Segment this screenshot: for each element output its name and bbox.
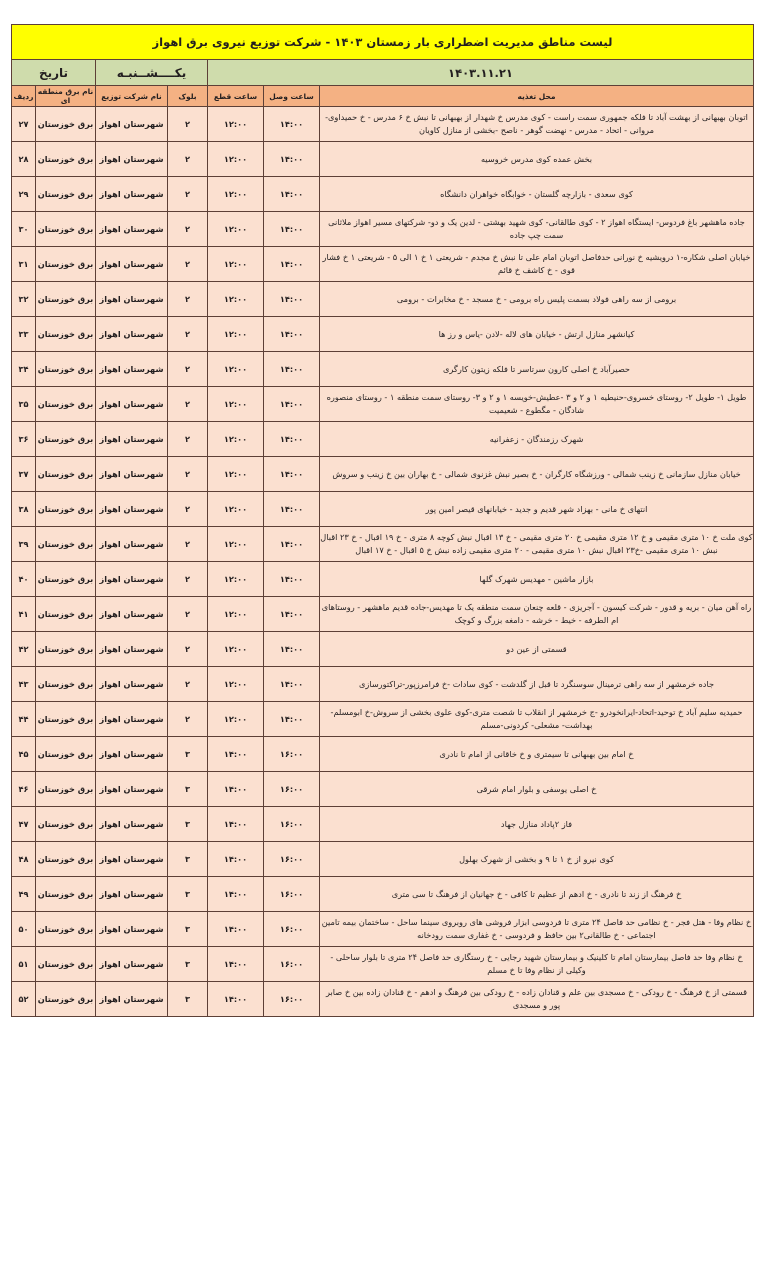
column-header-on-time: ساعت وصل xyxy=(264,86,320,107)
table-row xyxy=(11,457,753,492)
cell-block: ۳ xyxy=(168,772,208,807)
cell-description: بخش عمده کوی مدرس خروسیه xyxy=(320,142,754,177)
cell-description: حصیرآباد خ اصلی کارون سرتاسر تا فلکه زیتون کارگری xyxy=(320,352,754,387)
cell-description: جاده خرمشهر از سه راهی ترمینال سوسنگرد تا قبل از گلدشت - کوی سادات -خ فرامرزپور-تراکتورسازی xyxy=(320,667,754,702)
cell-radif: ۳۱ xyxy=(11,247,35,282)
cell-description: خ اصلی یوسفی و بلوار امام شرقی xyxy=(320,772,754,807)
cell-on-time: ۱۴:۰۰ xyxy=(264,107,320,142)
cell-off-time: ۱۲:۰۰ xyxy=(208,562,264,597)
column-header-block: بلوک xyxy=(168,86,208,107)
page-title: لیست مناطق مدیریت اضطراری بار زمستان ۱۴۰۳ - شرکت توزیع نیروی برق اهواز xyxy=(11,25,753,60)
cell-on-time: ۱۴:۰۰ xyxy=(264,212,320,247)
cell-region: برق خوزستان xyxy=(36,492,96,527)
cell-off-time: ۱۲:۰۰ xyxy=(208,667,264,702)
cell-radif: ۲۹ xyxy=(11,177,35,212)
cell-off-time: ۱۲:۰۰ xyxy=(208,282,264,317)
cell-block: ۲ xyxy=(168,632,208,667)
cell-region: برق خوزستان xyxy=(36,982,96,1017)
cell-description: خ امام بین بهبهانی تا سیمتری و خ خاقانی از امام تا نادری xyxy=(320,737,754,772)
cell-description: کوی ملت خ ۱۰ متری مقیمی و خ ۱۲ متری مقیمی خ ۲۰ متری مقیمی - خ ۱۳ اقبال نبش کوچه ۸ متری - خ ۱۹ اقبال - خ ۲۳ اقبال نبش ۱۰ متری مقیمی -خ۲۳ اقبال نبش ۱۰ متری مقیمی - ۲۰ متری مقیمی زاده نبش خ ۵ اقبال - خ ۱۷ اقبال xyxy=(320,527,754,562)
cell-region: برق خوزستان xyxy=(36,107,96,142)
table-row xyxy=(11,807,753,842)
cell-block: ۲ xyxy=(168,492,208,527)
cell-description: برومی از سه راهی فولاد بسمت پلیس راه برومی - خ مسجد - خ مخابرات - برومی xyxy=(320,282,754,317)
cell-region: برق خوزستان xyxy=(36,247,96,282)
cell-company: شهرستان اهواز xyxy=(96,282,168,317)
cell-region: برق خوزستان xyxy=(36,667,96,702)
table-row xyxy=(11,597,753,632)
cell-company: شهرستان اهواز xyxy=(96,807,168,842)
cell-off-time: ۱۲:۰۰ xyxy=(208,422,264,457)
cell-radif: ۳۶ xyxy=(11,422,35,457)
cell-radif: ۲۷ xyxy=(11,107,35,142)
cell-radif: ۳۵ xyxy=(11,387,35,422)
table-row xyxy=(11,317,753,352)
table-body xyxy=(11,107,753,1017)
cell-off-time: ۱۴:۰۰ xyxy=(208,842,264,877)
cell-region: برق خوزستان xyxy=(36,597,96,632)
cell-on-time: ۱۴:۰۰ xyxy=(264,247,320,282)
cell-block: ۳ xyxy=(168,982,208,1017)
cell-on-time: ۱۶:۰۰ xyxy=(264,947,320,982)
table-row xyxy=(11,912,753,947)
cell-company: شهرستان اهواز xyxy=(96,527,168,562)
cell-off-time: ۱۴:۰۰ xyxy=(208,947,264,982)
column-header-row xyxy=(11,86,753,107)
column-header-description: محل تغذیه xyxy=(320,86,754,107)
cell-region: برق خوزستان xyxy=(36,702,96,737)
cell-radif: ۴۹ xyxy=(11,877,35,912)
table-row xyxy=(11,492,753,527)
cell-company: شهرستان اهواز xyxy=(96,667,168,702)
cell-description: خیابان اصلی شکاره-۱ درویشیه خ نورانی حدفاصل اتوبان امام علی تا نبش خ مجدم - شریعتی ۱ خ ۱ الی ۵ - شریعتی ۱ خ فشار قوی - خ کاشف خ قائم xyxy=(320,247,754,282)
table-row xyxy=(11,667,753,702)
cell-on-time: ۱۶:۰۰ xyxy=(264,877,320,912)
cell-region: برق خوزستان xyxy=(36,562,96,597)
cell-block: ۳ xyxy=(168,912,208,947)
column-header-region: نام برق منطقه ای xyxy=(36,86,96,107)
cell-description: خ نظام وفا - هتل فجر - خ نظامی حد فاصل ۲۴ متری تا فردوسی ابزار فروشی های روبروی سینما ساحل - ساختمان بیمه تامین اجتماعی - خ طالقانی۲ بین حافظ و فردوسی - خ غفاری سمت رودخانه xyxy=(320,912,754,947)
table-row xyxy=(11,422,753,457)
cell-region: برق خوزستان xyxy=(36,842,96,877)
cell-radif: ۴۱ xyxy=(11,597,35,632)
cell-description: کوی سعدی - بازارچه گلستان - خوابگاه خواهران دانشگاه xyxy=(320,177,754,212)
cell-description: بازار ماشین - مهدیس شهرک گلها xyxy=(320,562,754,597)
cell-region: برق خوزستان xyxy=(36,422,96,457)
cell-company: شهرستان اهواز xyxy=(96,702,168,737)
cell-on-time: ۱۴:۰۰ xyxy=(264,282,320,317)
cell-on-time: ۱۴:۰۰ xyxy=(264,317,320,352)
cell-company: شهرستان اهواز xyxy=(96,982,168,1017)
cell-off-time: ۱۴:۰۰ xyxy=(208,982,264,1017)
cell-company: شهرستان اهواز xyxy=(96,772,168,807)
cell-off-time: ۱۲:۰۰ xyxy=(208,597,264,632)
cell-on-time: ۱۶:۰۰ xyxy=(264,982,320,1017)
cell-region: برق خوزستان xyxy=(36,877,96,912)
cell-description: کیانشهر منازل ارتش - خیابان های لاله -لادن -یاس و رز ها xyxy=(320,317,754,352)
cell-description: کوی نیرو از خ ۱ تا ۹ و بخشی از شهرک بهلول xyxy=(320,842,754,877)
cell-on-time: ۱۶:۰۰ xyxy=(264,912,320,947)
cell-on-time: ۱۴:۰۰ xyxy=(264,492,320,527)
table-row xyxy=(11,107,753,142)
cell-off-time: ۱۲:۰۰ xyxy=(208,142,264,177)
cell-on-time: ۱۶:۰۰ xyxy=(264,772,320,807)
cell-block: ۳ xyxy=(168,877,208,912)
cell-radif: ۴۷ xyxy=(11,807,35,842)
cell-off-time: ۱۲:۰۰ xyxy=(208,107,264,142)
cell-radif: ۴۸ xyxy=(11,842,35,877)
cell-radif: ۴۰ xyxy=(11,562,35,597)
cell-block: ۳ xyxy=(168,842,208,877)
cell-company: شهرستان اهواز xyxy=(96,492,168,527)
cell-radif: ۳۷ xyxy=(11,457,35,492)
cell-on-time: ۱۴:۰۰ xyxy=(264,632,320,667)
cell-radif: ۳۴ xyxy=(11,352,35,387)
cell-radif: ۴۲ xyxy=(11,632,35,667)
cell-on-time: ۱۶:۰۰ xyxy=(264,807,320,842)
cell-radif: ۳۸ xyxy=(11,492,35,527)
date-row xyxy=(11,60,753,86)
cell-block: ۳ xyxy=(168,947,208,982)
column-header-radif: ردیف xyxy=(11,86,35,107)
cell-on-time: ۱۴:۰۰ xyxy=(264,667,320,702)
cell-on-time: ۱۴:۰۰ xyxy=(264,527,320,562)
cell-description: قسمتی از خ فرهنگ - خ رودکی - خ مسجدی بین علم و قنادان زاده - خ رودکی بین فرهنگ و ادهم - خ قنادان زاده بین خ صابر پور و مسجدی xyxy=(320,982,754,1017)
cell-description: قسمتی از عین دو xyxy=(320,632,754,667)
cell-block: ۲ xyxy=(168,562,208,597)
table-row xyxy=(11,352,753,387)
table-row xyxy=(11,842,753,877)
cell-company: شهرستان اهواز xyxy=(96,317,168,352)
cell-block: ۲ xyxy=(168,212,208,247)
cell-company: شهرستان اهواز xyxy=(96,352,168,387)
cell-block: ۳ xyxy=(168,737,208,772)
cell-description: خیابان منازل سازمانی خ زینب شمالی - ورزشگاه کارگران - خ بصیر نبش غزنوی شمالی - خ بهاران بین خ زینب و سروش xyxy=(320,457,754,492)
cell-off-time: ۱۲:۰۰ xyxy=(208,212,264,247)
cell-description: فاز ۲پاداد منازل جهاد xyxy=(320,807,754,842)
cell-radif: ۵۲ xyxy=(11,982,35,1017)
cell-on-time: ۱۴:۰۰ xyxy=(264,142,320,177)
cell-description: راه آهن میان - بریه و قدور - شرکت کیسون - آجریزی - قلعه چنعان سمت منطقه یک تا مهدیس-جاده قدیم ماهشهر - روستاهای ام الطرفه - خیط - خرشه - دامغه بزرگ و کوچک xyxy=(320,597,754,632)
table-row xyxy=(11,247,753,282)
cell-company: شهرستان اهواز xyxy=(96,247,168,282)
cell-description: حمیدیه سلیم آباد خ توحید-اتحاد-ایرانخودرو -ج خرمشهر از انقلاب تا شصت متری-کوی علوی بخشی از سروش-خ ابومسلم- بهداشت- مشعلی- کردونی-مسلم xyxy=(320,702,754,737)
cell-company: شهرستان اهواز xyxy=(96,212,168,247)
cell-off-time: ۱۴:۰۰ xyxy=(208,737,264,772)
column-header-off-time: ساعت قطع xyxy=(208,86,264,107)
cell-off-time: ۱۲:۰۰ xyxy=(208,177,264,212)
cell-description: جاده ماهشهر باغ فردوس- ایستگاه اهواز ۲ - کوی طالقانی- کوی شهید بهشتی - لدین یک و دو- شرکتهای مسیر اهواز ملاثانی سمت چپ جاده xyxy=(320,212,754,247)
table-row xyxy=(11,772,753,807)
cell-company: شهرستان اهواز xyxy=(96,387,168,422)
cell-block: ۲ xyxy=(168,422,208,457)
cell-off-time: ۱۲:۰۰ xyxy=(208,492,264,527)
cell-region: برق خوزستان xyxy=(36,352,96,387)
table-row xyxy=(11,982,753,1017)
cell-region: برق خوزستان xyxy=(36,177,96,212)
cell-description: انتهای خ مانی - بهزاد شهر قدیم و جدید - خیابانهای قیصر امین پور xyxy=(320,492,754,527)
cell-description: خ فرهنگ از زند تا نادری - خ ادهم از عظیم تا کافی - خ جهانیان از فرهنگ تا سی متری xyxy=(320,877,754,912)
cell-radif: ۴۶ xyxy=(11,772,35,807)
cell-radif: ۳۲ xyxy=(11,282,35,317)
cell-block: ۲ xyxy=(168,317,208,352)
cell-on-time: ۱۴:۰۰ xyxy=(264,422,320,457)
table-row xyxy=(11,877,753,912)
cell-region: برق خوزستان xyxy=(36,807,96,842)
cell-off-time: ۱۲:۰۰ xyxy=(208,247,264,282)
cell-company: شهرستان اهواز xyxy=(96,422,168,457)
cell-off-time: ۱۴:۰۰ xyxy=(208,807,264,842)
cell-block: ۲ xyxy=(168,527,208,562)
title-row xyxy=(11,25,753,60)
cell-on-time: ۱۴:۰۰ xyxy=(264,387,320,422)
cell-company: شهرستان اهواز xyxy=(96,877,168,912)
table-row xyxy=(11,177,753,212)
cell-off-time: ۱۲:۰۰ xyxy=(208,632,264,667)
table-row xyxy=(11,142,753,177)
cell-region: برق خوزستان xyxy=(36,947,96,982)
cell-company: شهرستان اهواز xyxy=(96,597,168,632)
cell-on-time: ۱۴:۰۰ xyxy=(264,702,320,737)
cell-off-time: ۱۲:۰۰ xyxy=(208,457,264,492)
cell-block: ۲ xyxy=(168,352,208,387)
cell-region: برق خوزستان xyxy=(36,632,96,667)
cell-block: ۲ xyxy=(168,142,208,177)
cell-description: خ نظام وفا حد فاصل بیمارستان امام تا کلینیک و بیمارستان شهید رجایی - خ رستگاری حد فاصل ۲۴ متری تا بلوار ساحلی - وکیلی از نظام وفا تا خ مسلم xyxy=(320,947,754,982)
cell-company: شهرستان اهواز xyxy=(96,842,168,877)
outage-schedule-table xyxy=(11,24,754,1017)
cell-region: برق خوزستان xyxy=(36,212,96,247)
cell-company: شهرستان اهواز xyxy=(96,912,168,947)
cell-company: شهرستان اهواز xyxy=(96,142,168,177)
cell-radif: ۵۰ xyxy=(11,912,35,947)
cell-radif: ۵۱ xyxy=(11,947,35,982)
table-row xyxy=(11,527,753,562)
cell-off-time: ۱۴:۰۰ xyxy=(208,772,264,807)
cell-on-time: ۱۴:۰۰ xyxy=(264,177,320,212)
cell-company: شهرستان اهواز xyxy=(96,177,168,212)
cell-off-time: ۱۲:۰۰ xyxy=(208,527,264,562)
cell-radif: ۳۰ xyxy=(11,212,35,247)
cell-region: برق خوزستان xyxy=(36,282,96,317)
cell-region: برق خوزستان xyxy=(36,737,96,772)
cell-description: شهرک رزمندگان - زعفرانیه xyxy=(320,422,754,457)
cell-block: ۲ xyxy=(168,282,208,317)
date-weekday: یکــــشــنبـه xyxy=(96,60,208,86)
cell-block: ۲ xyxy=(168,247,208,282)
table-row xyxy=(11,387,753,422)
cell-radif: ۴۴ xyxy=(11,702,35,737)
cell-region: برق خوزستان xyxy=(36,317,96,352)
cell-description: اتوبان بهبهانی از بهشت آباد تا فلکه جمهوری سمت راست - کوی مدرس خ شهدار از بهبهانی تا نبش خ ۶ مدرس - خ حمیداوی- مروانی - اتحاد - مدرس - نهضت گوهر - ناصح -بخشی از منازل کاویان xyxy=(320,107,754,142)
table-row xyxy=(11,562,753,597)
cell-company: شهرستان اهواز xyxy=(96,737,168,772)
cell-block: ۲ xyxy=(168,702,208,737)
cell-block: ۲ xyxy=(168,177,208,212)
cell-on-time: ۱۴:۰۰ xyxy=(264,562,320,597)
cell-off-time: ۱۲:۰۰ xyxy=(208,317,264,352)
table-row xyxy=(11,947,753,982)
cell-on-time: ۱۶:۰۰ xyxy=(264,842,320,877)
cell-block: ۳ xyxy=(168,807,208,842)
cell-off-time: ۱۲:۰۰ xyxy=(208,387,264,422)
cell-off-time: ۱۴:۰۰ xyxy=(208,877,264,912)
cell-radif: ۴۵ xyxy=(11,737,35,772)
cell-radif: ۳۹ xyxy=(11,527,35,562)
cell-on-time: ۱۴:۰۰ xyxy=(264,352,320,387)
cell-description: طویل ۱- طویل ۲- روستای خسروی-حنیطیه ۱ و ۲ و ۳ -عطیش-خویسه ۱ و ۲ و ۳- روستای سمت منطقه ۱ - روستای منصوره شادگان - مگطوع - شعیمیت xyxy=(320,387,754,422)
cell-radif: ۳۳ xyxy=(11,317,35,352)
cell-company: شهرستان اهواز xyxy=(96,562,168,597)
cell-region: برق خوزستان xyxy=(36,527,96,562)
cell-company: شهرستان اهواز xyxy=(96,107,168,142)
cell-radif: ۴۳ xyxy=(11,667,35,702)
cell-region: برق خوزستان xyxy=(36,457,96,492)
table-row xyxy=(11,702,753,737)
column-header-company: نام شرکت توزیع xyxy=(96,86,168,107)
cell-off-time: ۱۲:۰۰ xyxy=(208,352,264,387)
cell-block: ۲ xyxy=(168,107,208,142)
cell-company: شهرستان اهواز xyxy=(96,457,168,492)
cell-off-time: ۱۲:۰۰ xyxy=(208,702,264,737)
cell-on-time: ۱۴:۰۰ xyxy=(264,597,320,632)
cell-company: شهرستان اهواز xyxy=(96,632,168,667)
table-row xyxy=(11,632,753,667)
table-row xyxy=(11,282,753,317)
cell-on-time: ۱۶:۰۰ xyxy=(264,737,320,772)
date-value: ۱۴۰۳.۱۱.۲۱ xyxy=(208,60,754,86)
cell-region: برق خوزستان xyxy=(36,387,96,422)
cell-company: شهرستان اهواز xyxy=(96,947,168,982)
cell-region: برق خوزستان xyxy=(36,142,96,177)
cell-region: برق خوزستان xyxy=(36,912,96,947)
table-row xyxy=(11,737,753,772)
cell-block: ۲ xyxy=(168,457,208,492)
cell-region: برق خوزستان xyxy=(36,772,96,807)
cell-block: ۲ xyxy=(168,597,208,632)
table-row xyxy=(11,212,753,247)
cell-block: ۲ xyxy=(168,387,208,422)
cell-off-time: ۱۴:۰۰ xyxy=(208,912,264,947)
cell-on-time: ۱۴:۰۰ xyxy=(264,457,320,492)
date-label: تاریخ xyxy=(11,60,95,86)
cell-radif: ۲۸ xyxy=(11,142,35,177)
cell-block: ۲ xyxy=(168,667,208,702)
